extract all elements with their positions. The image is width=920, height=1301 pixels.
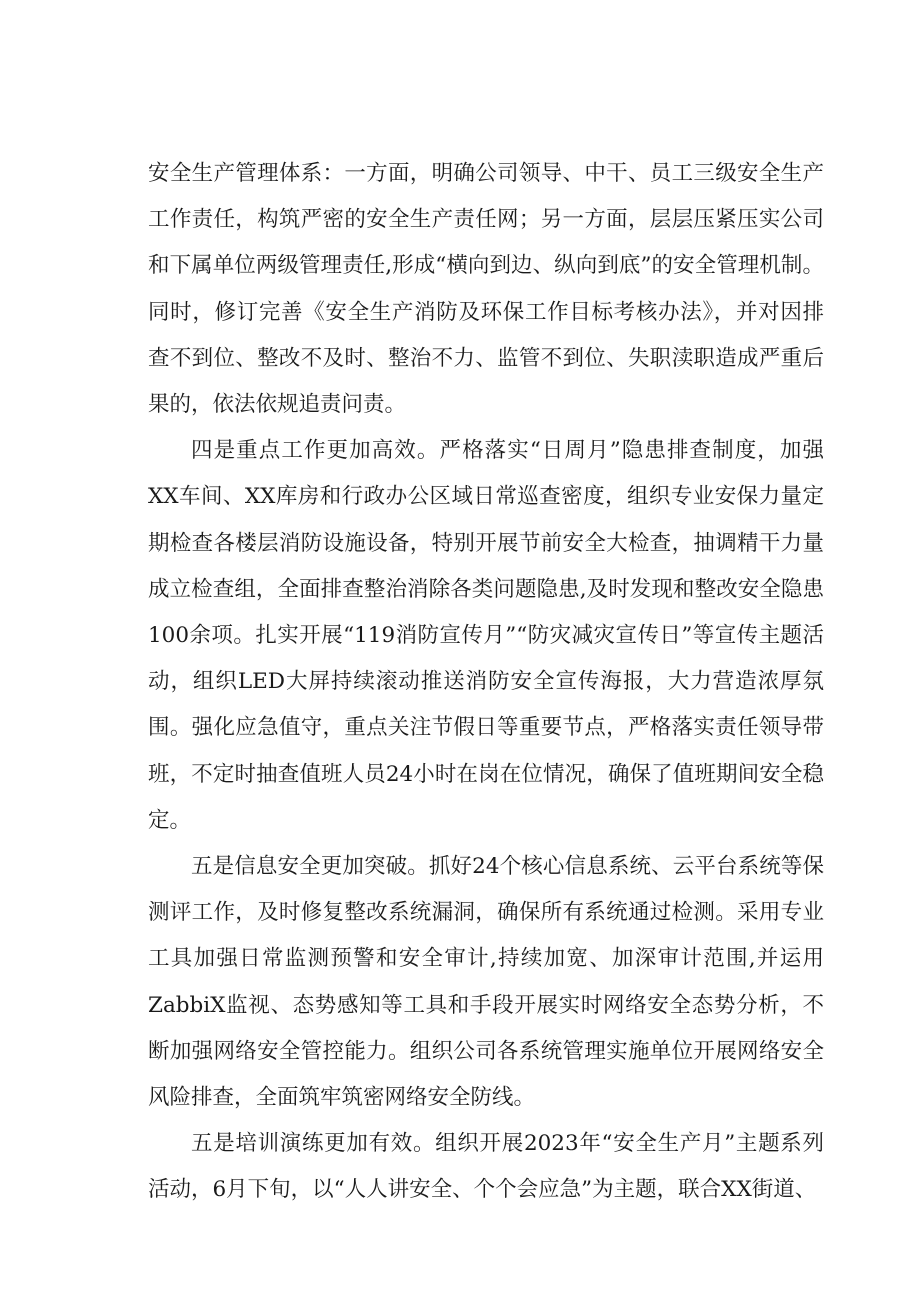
paragraph-key-work: 四是重点工作更加高效。严格落实“日周月”隐患排查制度，加强XX车间、XX库房和行政办公区域日常巡查密度，组织专业安保力量定期检查各楼层消防设施设备，特别开展节前安全大检查，抽调精干力量成立检查组，全面排查整治消除各类问题隐患,及时发现和整改安全隐患100余项。扎实开展“119消防宣传月”“防灾减灾宣传日”等宣传主题活动，组织LED大屏持续滚动推送消防安全宣传海报，大力营造浓厚氛围。强化应急值守，重点关注节假日等重要节点，严格落实责任领导带班，不定时抽查值班人员24小时在岗在位情况，确保了值班期间安全稳定。 (148, 438, 824, 833)
paragraph-safety-system: 安全生产管理体系：一方面，明确公司领导、中干、员工三级安全生产工作责任，构筑严密的安全生产责任网；另一方面，层层压紧压实公司和下属单位两级管理责任,形成“横向到边、纵向到底”的安全管理机制。同时，修订完善《安全生产消防及环保工作目标考核办法》，并对因排查不到位、整改不及时、整治不力、监管不到位、失职渎职造成严重后果的，依法依规追责问责。 (148, 161, 824, 418)
document-body (148, 151, 824, 1214)
paragraph-training-drills: 五是培训演练更加有效。组织开展2023年“安全生产月”主题系列活动，6月下旬，以“人人讲安全、个个会应急”为主题，联合XX街道、 (148, 1131, 824, 1203)
paragraph-info-security: 五是信息安全更加突破。抓好24个核心信息系统、云平台系统等保测评工作，及时修复整改系统漏洞，确保所有系统通过检测。采用专业工具加强日常监测预警和安全审计,持续加宽、加深审计范围,并运用ZabbiX监视、态势感知等工具和手段开展实时网络安全态势分析，不断加强网络安全管控能力。组织公司各系统管理实施单位开展网络安全风险排查，全面筑牢筑密网络安全防线。 (148, 854, 824, 1111)
